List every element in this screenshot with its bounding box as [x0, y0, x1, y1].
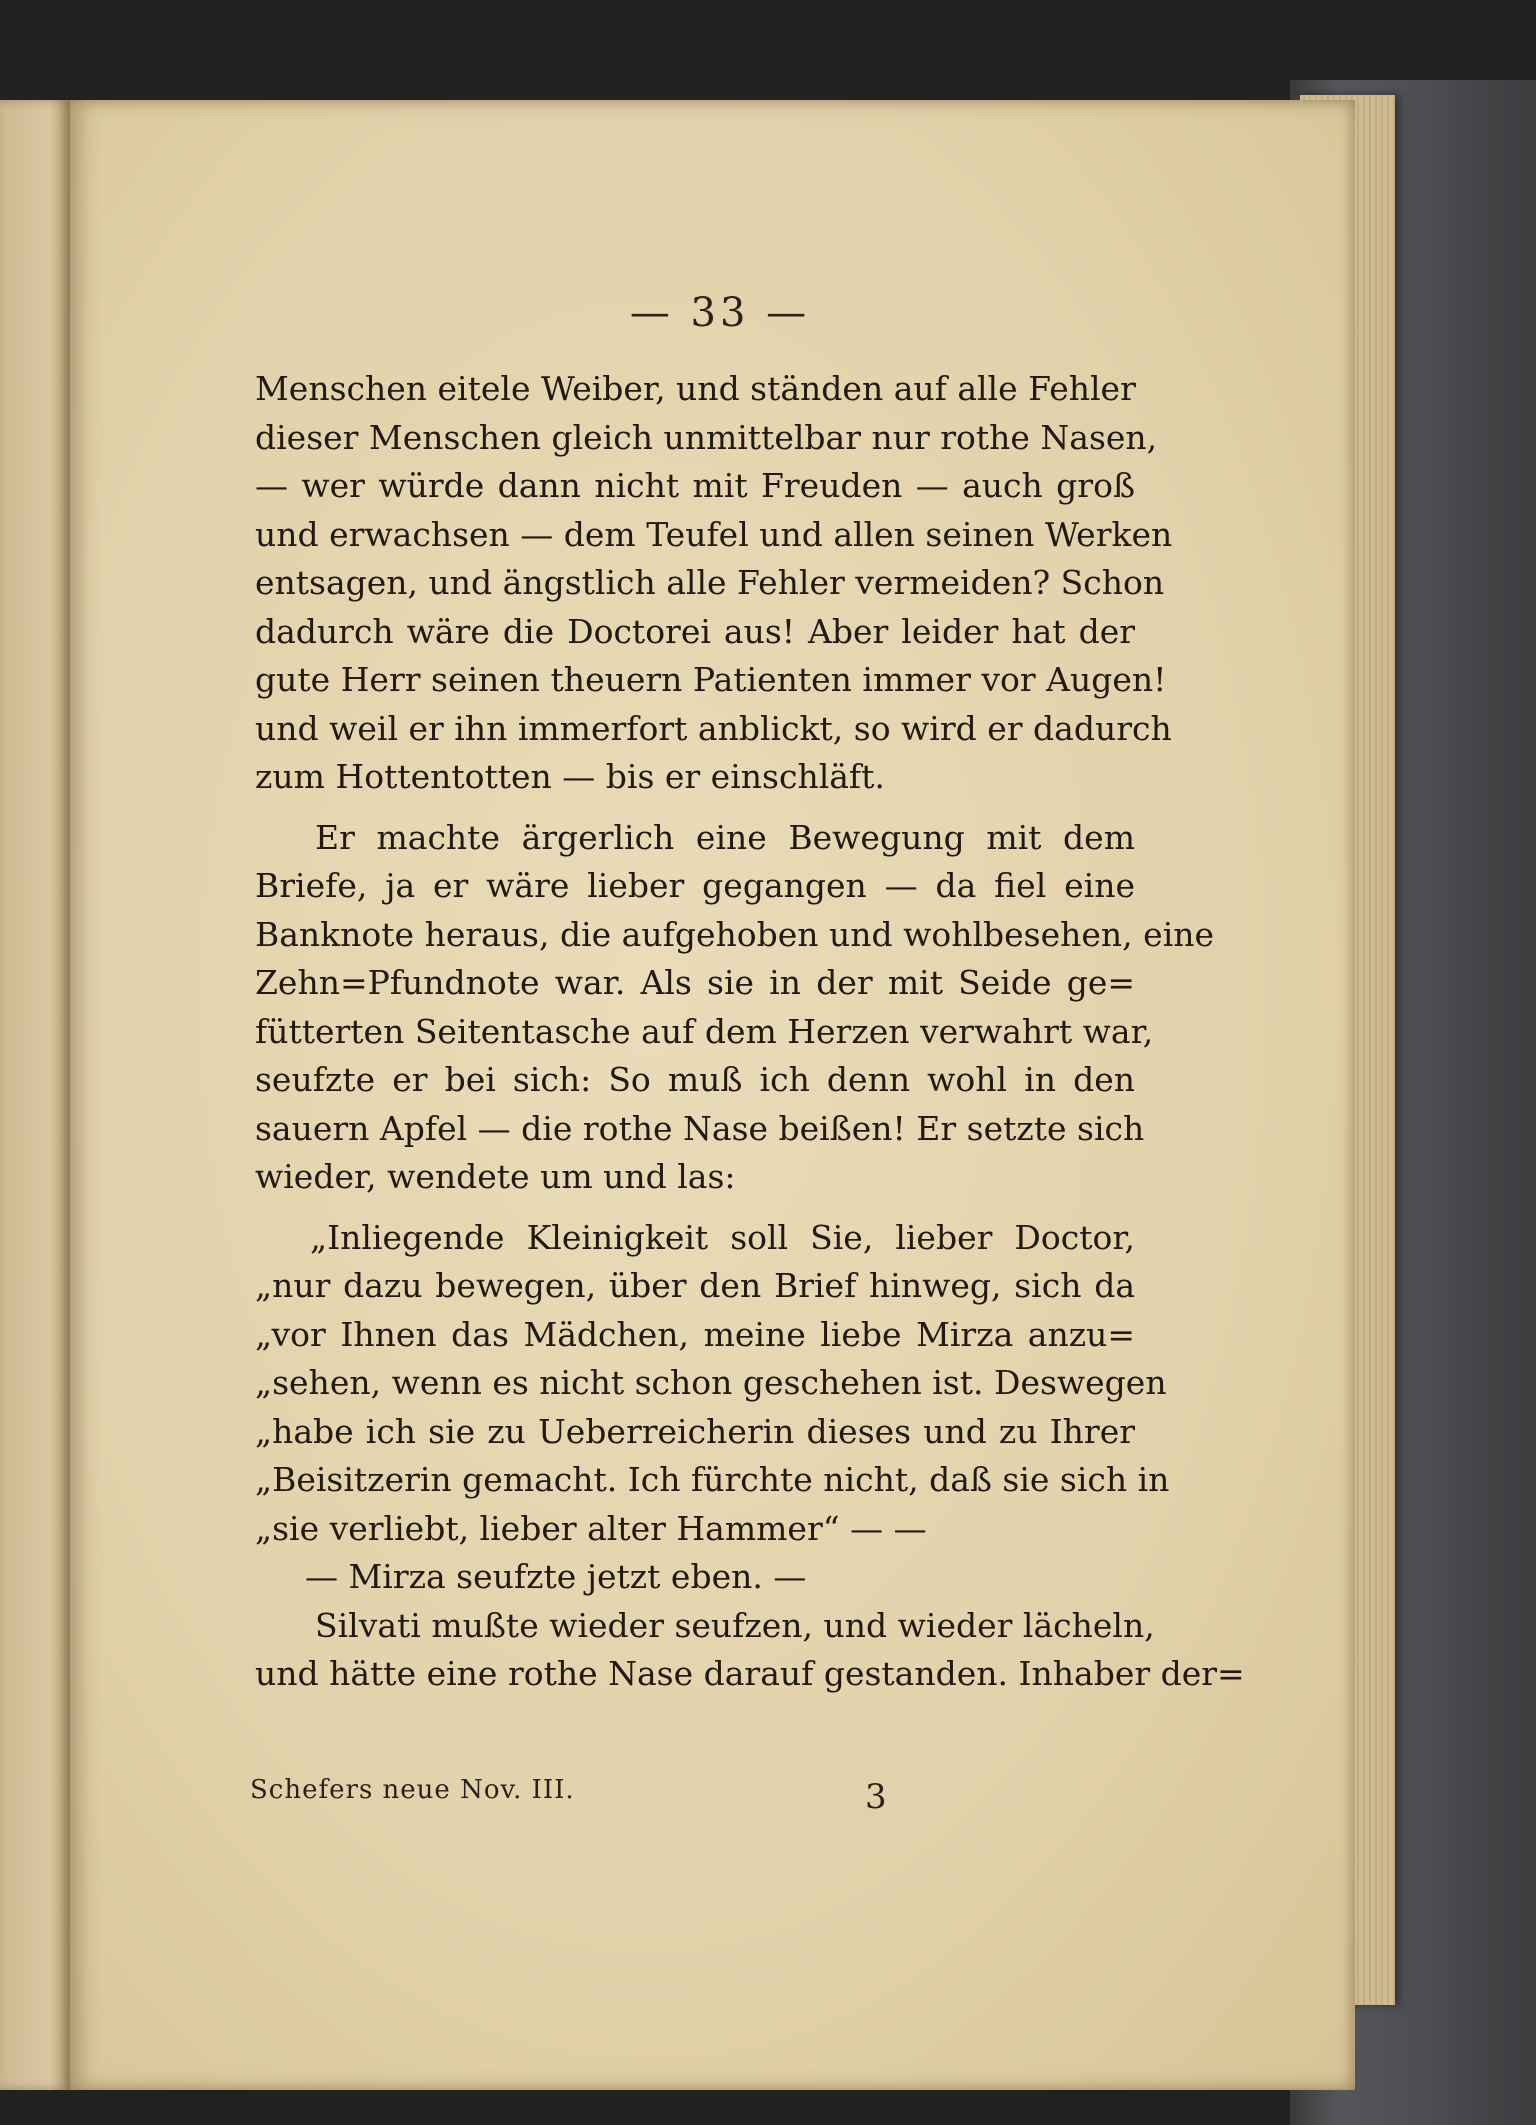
text-line: „nur dazu bewegen, über den Brief hinweg, sich da	[255, 1266, 1135, 1305]
text-line: Menschen eitele Weiber, und ständen auf alle Fehler	[255, 369, 1136, 408]
text-line: Er machte ärgerlich eine Bewegung mit dem	[315, 817, 1135, 857]
text-line: dieser Menschen gleich unmittelbar nur rothe Nasen,	[255, 417, 1158, 457]
text-line: entsagen, und ängstlich alle Fehler vermeiden? Schon	[255, 563, 1165, 602]
paragraph-3	[255, 1602, 1245, 1699]
page-number-header: — 33 —	[629, 290, 811, 336]
text-line: Silvati mußte wieder seufzen, und wieder lächeln,	[315, 1605, 1155, 1645]
text-line: wieder, wendete um und las:	[255, 1157, 736, 1196]
text-line: — wer würde dann nicht mit Freuden — auch groß	[255, 466, 1135, 505]
text-line: Briefe, ja er wäre lieber gegangen — da fiel eine	[255, 866, 1135, 905]
left-page-edge	[0, 100, 70, 2090]
text-line: seufzte er bei sich: So muß ich denn wohl in den	[255, 1060, 1135, 1099]
text-line: „habe ich sie zu Ueberreicherin dieses und zu Ihrer	[255, 1411, 1135, 1451]
text-line: „Beisitzerin gemacht. Ich fürchte nicht, daß sie sich in	[255, 1460, 1170, 1499]
text-line: und weil er ihn immerfort anblickt, so wird er dadurch	[255, 708, 1172, 748]
page-text	[255, 365, 1245, 1699]
paragraph-2	[255, 814, 1215, 1202]
paragraph-1	[255, 365, 1173, 802]
letter-quote	[255, 1214, 1170, 1554]
page-footer	[250, 1775, 1130, 1825]
text-line: Zehn=Pfundnote war. Als sie in der mit Seide ge=	[255, 963, 1135, 1002]
text-line: „Inliegende Kleinigkeit soll Sie, lieber Doctor,	[310, 1217, 1135, 1257]
text-line: „sehen, wenn es nicht schon geschehen ist. Deswegen	[255, 1363, 1167, 1402]
text-line: „vor Ihnen das Mädchen, meine liebe Mirza anzu=	[255, 1314, 1135, 1354]
signature-line: Schefers neue Nov. III.	[250, 1775, 575, 1805]
text-line: gute Herr seinen theuern Patienten immer vor Augen!	[255, 660, 1167, 699]
sheet-number: 3	[865, 1777, 887, 1817]
text-line: und hätte eine rothe Nase darauf gestanden. Inhaber der=	[255, 1654, 1245, 1693]
text-line: sauern Apfel — die rothe Nase beißen! Er setzte sich	[255, 1108, 1145, 1148]
text-line: dadurch wäre die Doctorei aus! Aber leider hat der	[255, 611, 1135, 651]
text-line: — Mirza seufzte jetzt eben. —	[305, 1557, 807, 1596]
text-line: Banknote heraus, die aufgehoben und wohlbesehen, eine	[255, 914, 1215, 954]
text-line: und erwachsen — dem Teufel und allen seinen Werken	[255, 514, 1173, 554]
text-line: zum Hottentotten — bis er einschläft.	[255, 757, 885, 796]
paragraph-aside	[255, 1553, 1135, 1602]
text-line: „sie verliebt, lieber alter Hammer“ — —	[255, 1508, 927, 1548]
text-line: fütterten Seitentasche auf dem Herzen verwahrt war,	[255, 1011, 1154, 1051]
